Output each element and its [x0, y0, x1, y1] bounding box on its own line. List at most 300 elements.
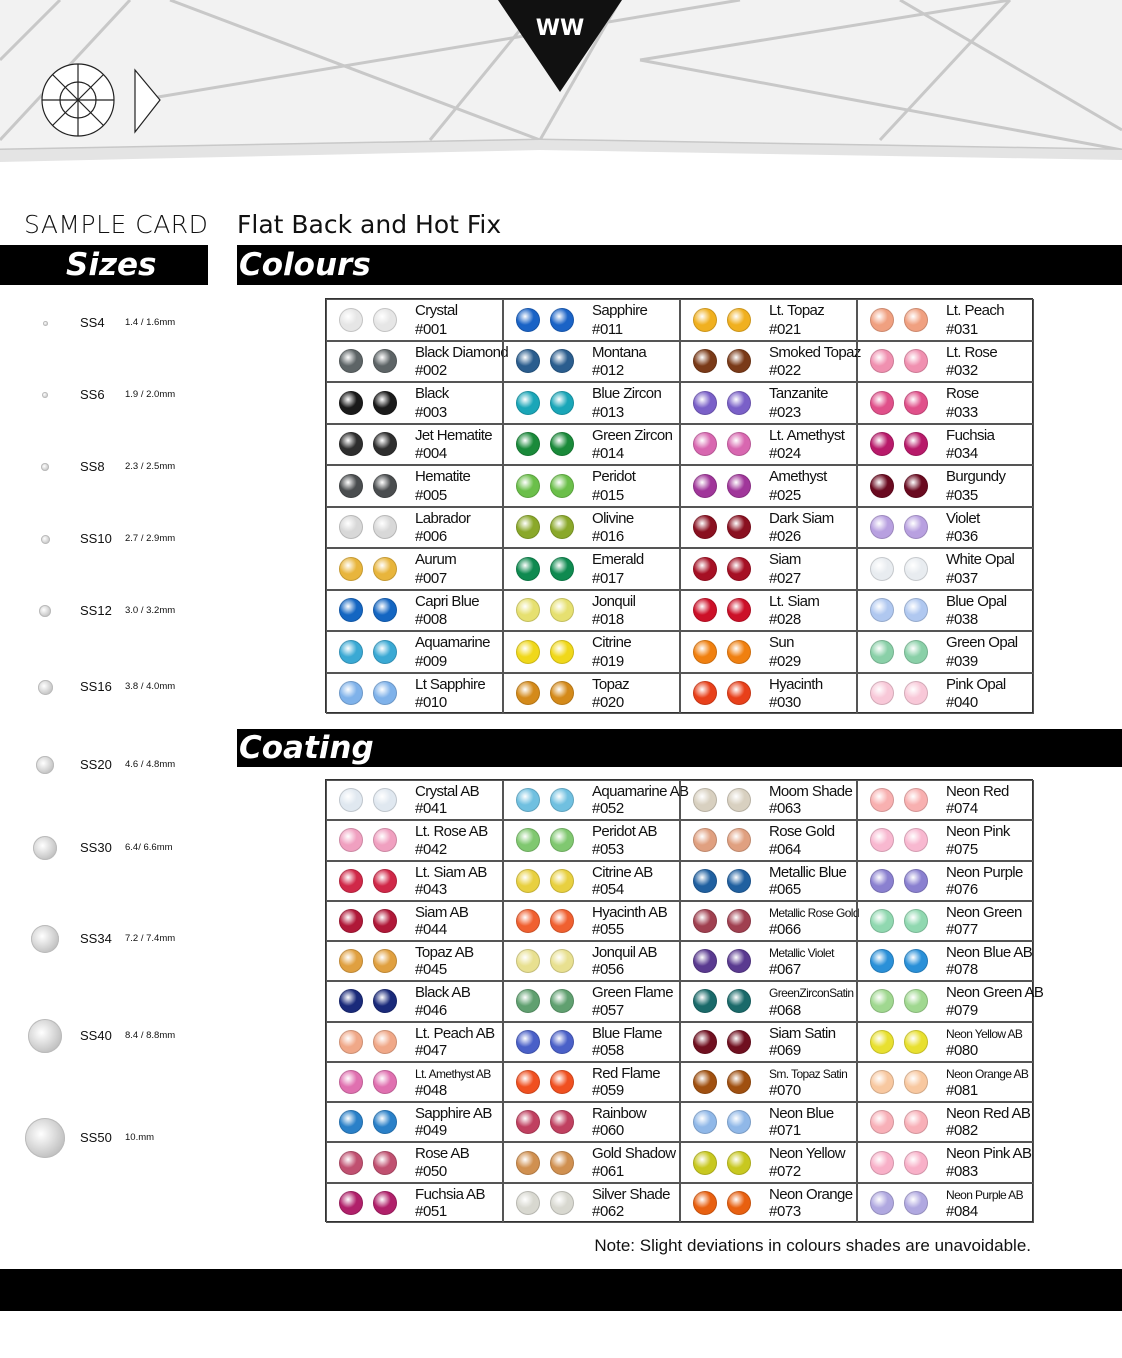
swatch-stones: [693, 432, 753, 456]
swatch-cell: [503, 465, 680, 507]
rhinestone-icon: [339, 788, 363, 812]
rhinestone-icon: [904, 909, 928, 933]
swatch-name: Lt. Peach: [946, 302, 1004, 319]
swatch-stones: [339, 598, 399, 622]
rhinestone-icon: [373, 474, 397, 498]
coating-grid: [325, 779, 1044, 1222]
swatch-name: GreenZirconSatin: [769, 986, 854, 1001]
rhinestone-icon: [693, 557, 717, 581]
swatch-number: #078: [946, 961, 978, 979]
swatch-name: Burgundy: [946, 468, 1006, 485]
size-stone-icon: [43, 321, 48, 326]
swatch-stones: [516, 1030, 576, 1054]
size-mm: 2.7 / 2.9mm: [125, 533, 176, 544]
rhinestone-icon: [373, 949, 397, 973]
swatch-stones: [870, 869, 930, 893]
swatch-number: #036: [946, 528, 978, 545]
size-mm: 6.4/ 6.6mm: [125, 842, 173, 853]
swatch-number: #069: [769, 1041, 801, 1059]
swatch-number: #015: [592, 486, 624, 504]
colours-heading-bar: [237, 245, 1122, 285]
rhinestone-icon: [373, 640, 397, 664]
swatch-cell: [680, 673, 857, 715]
size-mm: 3.0 / 3.2mm: [125, 605, 176, 616]
sample-card-title: SAMPLE CARD: [24, 210, 209, 239]
size-mm: 4.6 / 4.8mm: [125, 759, 176, 770]
swatch-stones: [516, 308, 576, 332]
rhinestone-icon: [693, 640, 717, 664]
swatch-number: #004: [415, 445, 447, 462]
swatch-stones: [693, 828, 753, 852]
swatch-name: Green Flame: [592, 984, 673, 1002]
rhinestone-icon: [339, 308, 363, 332]
size-code: SS8: [80, 459, 105, 474]
swatch-stones: [339, 391, 399, 415]
swatch-number: #054: [592, 880, 624, 898]
swatch-number: #043: [415, 880, 447, 898]
rhinestone-icon: [339, 828, 363, 852]
swatch-cell: [680, 548, 857, 590]
size-row: [0, 596, 200, 626]
swatch-cell: [326, 1183, 503, 1223]
swatch-number: #075: [946, 840, 978, 858]
rhinestone-icon: [727, 828, 751, 852]
swatch-stones: [693, 949, 753, 973]
swatch-stones: [339, 1070, 399, 1094]
swatch-cell: [503, 631, 680, 673]
rhinestone-icon: [727, 432, 751, 456]
rhinestone-icon: [339, 1151, 363, 1175]
swatch-name: Amethyst: [769, 468, 827, 485]
rhinestone-icon: [727, 308, 751, 332]
swatch-number: #047: [415, 1041, 447, 1059]
size-code: SS4: [80, 315, 105, 330]
swatch-stones: [870, 949, 930, 973]
rhinestone-icon: [870, 828, 894, 852]
swatch-number: #080: [946, 1041, 978, 1059]
swatch-stones: [339, 640, 399, 664]
swatch-name: Capri Blue: [415, 592, 480, 610]
swatch-name: Neon Blue: [769, 1105, 834, 1123]
size-row: [0, 308, 200, 338]
swatch-cell: [680, 590, 857, 632]
swatch-stones: [870, 828, 930, 852]
swatch-name: Fuchsia AB: [415, 1185, 485, 1203]
swatch-cell: [503, 590, 680, 632]
swatch-cell: [680, 1062, 857, 1102]
size-stone-icon: [38, 680, 53, 695]
swatch-name: Black Diamond: [415, 343, 509, 361]
swatch-name: Citrine: [592, 634, 632, 651]
swatch-cell: [326, 548, 503, 590]
swatch-cell: [680, 1183, 857, 1223]
rhinestone-icon: [727, 1191, 751, 1215]
swatch-cell: [503, 1022, 680, 1062]
swatch-stones: [870, 308, 930, 332]
size-code: SS40: [80, 1028, 112, 1043]
swatch-name: Neon Purple AB: [946, 1187, 1023, 1202]
rhinestone-icon: [870, 788, 894, 812]
rhinestone-icon: [870, 598, 894, 622]
size-mm: 1.9 / 2.0mm: [125, 389, 176, 400]
swatch-stones: [693, 1110, 753, 1134]
swatch-name: Lt. Siam: [769, 592, 820, 610]
swatch-name: Black: [415, 385, 449, 402]
swatch-cell: [680, 780, 857, 820]
rhinestone-icon: [904, 432, 928, 456]
rhinestone-icon: [373, 681, 397, 705]
swatch-cell: [680, 1022, 857, 1062]
size-code: SS20: [80, 757, 112, 772]
swatch-name: Lt. Amethyst: [769, 426, 845, 444]
swatch-name: Sapphire: [592, 302, 648, 319]
rhinestone-icon: [550, 515, 574, 539]
swatch-number: #060: [592, 1122, 624, 1140]
rhinestone-icon: [550, 557, 574, 581]
swatch-number: #062: [592, 1202, 624, 1220]
swatch-number: #022: [769, 362, 801, 379]
rhinestone-icon: [693, 308, 717, 332]
size-row: [0, 750, 200, 780]
swatch-name: Silver Shade: [592, 1185, 670, 1203]
rhinestone-icon: [373, 989, 397, 1013]
swatch-number: #046: [415, 1001, 447, 1019]
swatch-stones: [870, 1030, 930, 1054]
swatch-cell: [503, 820, 680, 860]
swatch-stones: [339, 949, 399, 973]
swatch-cell: [857, 673, 1034, 715]
rhinestone-icon: [693, 869, 717, 893]
swatch-stones: [693, 1151, 753, 1175]
sizes-heading: Sizes: [66, 247, 157, 283]
rhinestone-icon: [727, 557, 751, 581]
swatch-number: #028: [769, 611, 801, 628]
rhinestone-icon: [339, 349, 363, 373]
rhinestone-icon: [693, 1151, 717, 1175]
swatch-name: Neon Green: [946, 903, 1022, 921]
size-mm: 2.3 / 2.5mm: [125, 461, 176, 472]
size-stone-icon: [41, 535, 50, 544]
header-graphic: [0, 0, 1122, 175]
swatch-name: Smoked Topaz: [769, 343, 861, 361]
rhinestone-icon: [550, 949, 574, 973]
rhinestone-icon: [693, 1030, 717, 1054]
rhinestone-icon: [693, 1070, 717, 1094]
size-stone-icon: [33, 836, 57, 860]
rhinestone-icon: [550, 989, 574, 1013]
rhinestone-icon: [870, 515, 894, 539]
rhinestone-icon: [339, 640, 363, 664]
swatch-number: #031: [946, 320, 978, 338]
rhinestone-icon: [727, 788, 751, 812]
swatch-cell: [680, 507, 857, 549]
rhinestone-icon: [516, 1110, 540, 1134]
swatch-stones: [516, 1191, 576, 1215]
swatch-name: Topaz: [592, 675, 630, 693]
swatch-name: Crystal: [415, 302, 458, 319]
size-stone-icon: [41, 463, 49, 471]
size-stone-icon: [25, 1118, 65, 1158]
swatch-cell: [857, 941, 1034, 981]
rhinestone-icon: [870, 681, 894, 705]
rhinestone-icon: [550, 391, 574, 415]
swatch-stones: [693, 391, 753, 415]
size-code: SS12: [80, 603, 112, 618]
rhinestone-icon: [693, 474, 717, 498]
swatch-stones: [339, 869, 399, 893]
swatch-name: Rose Gold: [769, 823, 835, 841]
swatch-name: Hyacinth: [769, 675, 823, 693]
rhinestone-icon: [339, 1110, 363, 1134]
swatch-stones: [693, 1030, 753, 1054]
swatch-name: Sm. Topaz Satin: [769, 1066, 848, 1081]
swatch-cell: [503, 299, 680, 341]
swatch-name: Labrador: [415, 509, 471, 527]
rhinestone-icon: [870, 432, 894, 456]
size-row: [0, 672, 200, 702]
rhinestone-icon: [373, 557, 397, 581]
rhinestone-icon: [516, 598, 540, 622]
rhinestone-icon: [516, 640, 540, 664]
swatch-stones: [516, 989, 576, 1013]
swatch-cell: [326, 1142, 503, 1182]
rhinestone-icon: [904, 598, 928, 622]
swatch-cell: [326, 1022, 503, 1062]
swatch-cell: [680, 299, 857, 341]
swatch-cell: [326, 820, 503, 860]
swatch-cell: [857, 299, 1034, 341]
rhinestone-icon: [727, 909, 751, 933]
swatch-number: #013: [592, 403, 624, 421]
swatch-stones: [693, 989, 753, 1013]
swatch-number: #032: [946, 362, 978, 379]
swatch-cell: [326, 981, 503, 1021]
swatch-number: #079: [946, 1001, 978, 1019]
rhinestone-icon: [550, 1151, 574, 1175]
swatch-number: #009: [415, 652, 447, 670]
swatch-name: Peridot AB: [592, 823, 657, 841]
swatch-number: #019: [592, 652, 624, 670]
swatch-name: Sun: [769, 634, 794, 651]
rhinestone-icon: [516, 949, 540, 973]
swatch-name: Tanzanite: [769, 385, 828, 402]
rhinestone-icon: [516, 474, 540, 498]
swatch-cell: [503, 941, 680, 981]
rhinestone-icon: [904, 788, 928, 812]
size-row: [0, 380, 200, 410]
rhinestone-icon: [904, 391, 928, 415]
rhinestone-icon: [904, 349, 928, 373]
page-title: Flat Back and Hot Fix: [237, 210, 502, 239]
swatch-number: #055: [592, 921, 624, 939]
size-stone-icon: [36, 756, 54, 774]
swatch-name: Lt. Peach AB: [415, 1024, 495, 1042]
swatch-cell: [680, 861, 857, 901]
rhinestone-icon: [727, 349, 751, 373]
size-stone-icon: [31, 925, 59, 953]
swatch-stones: [870, 515, 930, 539]
coating-heading-bar: [237, 729, 1122, 767]
rhinestone-icon: [870, 869, 894, 893]
swatch-name: Neon Red: [946, 783, 1009, 800]
swatch-cell: [326, 673, 503, 715]
swatch-number: #068: [769, 1001, 801, 1019]
swatch-stones: [693, 1070, 753, 1094]
rhinestone-icon: [550, 432, 574, 456]
swatch-number: #048: [415, 1082, 447, 1100]
swatch-number: #026: [769, 528, 801, 545]
swatch-number: #057: [592, 1001, 624, 1019]
swatch-cell: [857, 1142, 1034, 1182]
swatch-stones: [516, 828, 576, 852]
swatch-stones: [516, 681, 576, 705]
swatch-number: #049: [415, 1122, 447, 1140]
rhinestone-icon: [693, 391, 717, 415]
swatch-name: Dark Siam: [769, 509, 834, 527]
swatch-number: #053: [592, 840, 624, 858]
swatch-cell: [503, 1102, 680, 1142]
rhinestone-icon: [550, 349, 574, 373]
rhinestone-icon: [727, 515, 751, 539]
rhinestone-icon: [516, 1070, 540, 1094]
swatch-cell: [326, 507, 503, 549]
swatch-cell: [680, 424, 857, 466]
swatch-number: #012: [592, 362, 624, 379]
swatch-name: Neon Yellow AB: [946, 1026, 1023, 1041]
rhinestone-icon: [870, 1110, 894, 1134]
rhinestone-icon: [727, 1030, 751, 1054]
size-code: SS50: [80, 1130, 112, 1145]
rhinestone-icon: [904, 557, 928, 581]
size-row: [0, 452, 200, 482]
rhinestone-icon: [373, 1070, 397, 1094]
rhinestone-icon: [693, 1191, 717, 1215]
swatch-stones: [693, 349, 753, 373]
rhinestone-icon: [339, 869, 363, 893]
swatch-name: Neon Orange: [769, 1185, 853, 1203]
swatch-cell: [680, 941, 857, 981]
swatch-name: Blue Opal: [946, 592, 1007, 610]
swatch-name: Blue Flame: [592, 1024, 662, 1042]
swatch-name: Emerald: [592, 551, 644, 568]
rhinestone-icon: [727, 869, 751, 893]
swatch-stones: [516, 557, 576, 581]
swatch-cell: [857, 382, 1034, 424]
swatch-cell: [680, 382, 857, 424]
swatch-cell: [680, 465, 857, 507]
swatch-name: Lt. Topaz: [769, 302, 825, 319]
swatch-name: Siam AB: [415, 903, 469, 921]
rhinestone-icon: [904, 949, 928, 973]
swatch-name: Gold Shadow: [592, 1145, 676, 1163]
rhinestone-icon: [693, 1110, 717, 1134]
swatch-name: Olivine: [592, 509, 634, 527]
swatch-stones: [339, 681, 399, 705]
size-stone-icon: [42, 392, 48, 398]
rhinestone-icon: [870, 557, 894, 581]
swatch-name: Neon Purple: [946, 863, 1023, 881]
swatch-cell: [857, 465, 1034, 507]
swatch-number: #077: [946, 921, 978, 939]
rhinestone-icon: [870, 391, 894, 415]
swatch-number: #029: [769, 652, 801, 670]
swatch-number: #084: [946, 1202, 978, 1220]
swatch-stones: [870, 640, 930, 664]
size-code: SS34: [80, 931, 112, 946]
swatch-cell: [857, 590, 1034, 632]
swatch-cell: [503, 1142, 680, 1182]
swatch-stones: [870, 681, 930, 705]
swatch-cell: [680, 981, 857, 1021]
swatch-number: #001: [415, 320, 447, 338]
swatch-stones: [693, 557, 753, 581]
colours-grid: [325, 298, 1033, 713]
rhinestone-icon: [339, 474, 363, 498]
swatch-stones: [516, 474, 576, 498]
swatch-stones: [516, 869, 576, 893]
rhinestone-icon: [516, 788, 540, 812]
rhinestone-icon: [904, 1030, 928, 1054]
swatch-cell: [680, 1142, 857, 1182]
swatch-stones: [339, 1151, 399, 1175]
sizes-heading-bar: [0, 245, 208, 285]
rhinestone-icon: [870, 989, 894, 1013]
swatch-cell: [680, 901, 857, 941]
swatch-stones: [870, 432, 930, 456]
rhinestone-icon: [339, 1070, 363, 1094]
swatch-cell: [503, 861, 680, 901]
size-code: SS16: [80, 679, 112, 694]
swatch-stones: [870, 557, 930, 581]
swatch-name: Lt Sapphire: [415, 675, 486, 693]
rhinestone-icon: [339, 515, 363, 539]
swatch-name: Rose: [946, 385, 979, 402]
swatch-stones: [339, 432, 399, 456]
rhinestone-icon: [693, 949, 717, 973]
swatch-cell: [326, 941, 503, 981]
swatch-number: #006: [415, 528, 447, 545]
swatch-stones: [339, 788, 399, 812]
swatch-name: Aurum: [415, 551, 457, 568]
swatch-stones: [870, 598, 930, 622]
swatch-name: Metallic Violet: [769, 946, 834, 961]
rhinestone-icon: [516, 681, 540, 705]
swatch-number: #083: [946, 1162, 978, 1180]
swatch-cell: [857, 1022, 1034, 1062]
swatch-number: #045: [415, 961, 447, 979]
swatch-cell: [503, 424, 680, 466]
size-code: SS10: [80, 531, 112, 546]
swatch-stones: [339, 909, 399, 933]
rhinestone-icon: [727, 598, 751, 622]
swatch-number: #061: [592, 1162, 624, 1180]
rhinestone-icon: [516, 989, 540, 1013]
swatch-stones: [339, 989, 399, 1013]
swatch-stones: [693, 640, 753, 664]
swatch-number: #063: [769, 800, 801, 818]
swatch-number: #041: [415, 800, 447, 818]
rhinestone-icon: [339, 681, 363, 705]
rhinestone-icon: [339, 432, 363, 456]
swatch-number: #074: [946, 800, 978, 818]
size-mm: 1.4 / 1.6mm: [125, 317, 176, 328]
rhinestone-icon: [550, 640, 574, 664]
rhinestone-icon: [550, 308, 574, 332]
rhinestone-icon: [727, 391, 751, 415]
swatch-cell: [326, 590, 503, 632]
rhinestone-icon: [339, 598, 363, 622]
swatch-stones: [870, 349, 930, 373]
